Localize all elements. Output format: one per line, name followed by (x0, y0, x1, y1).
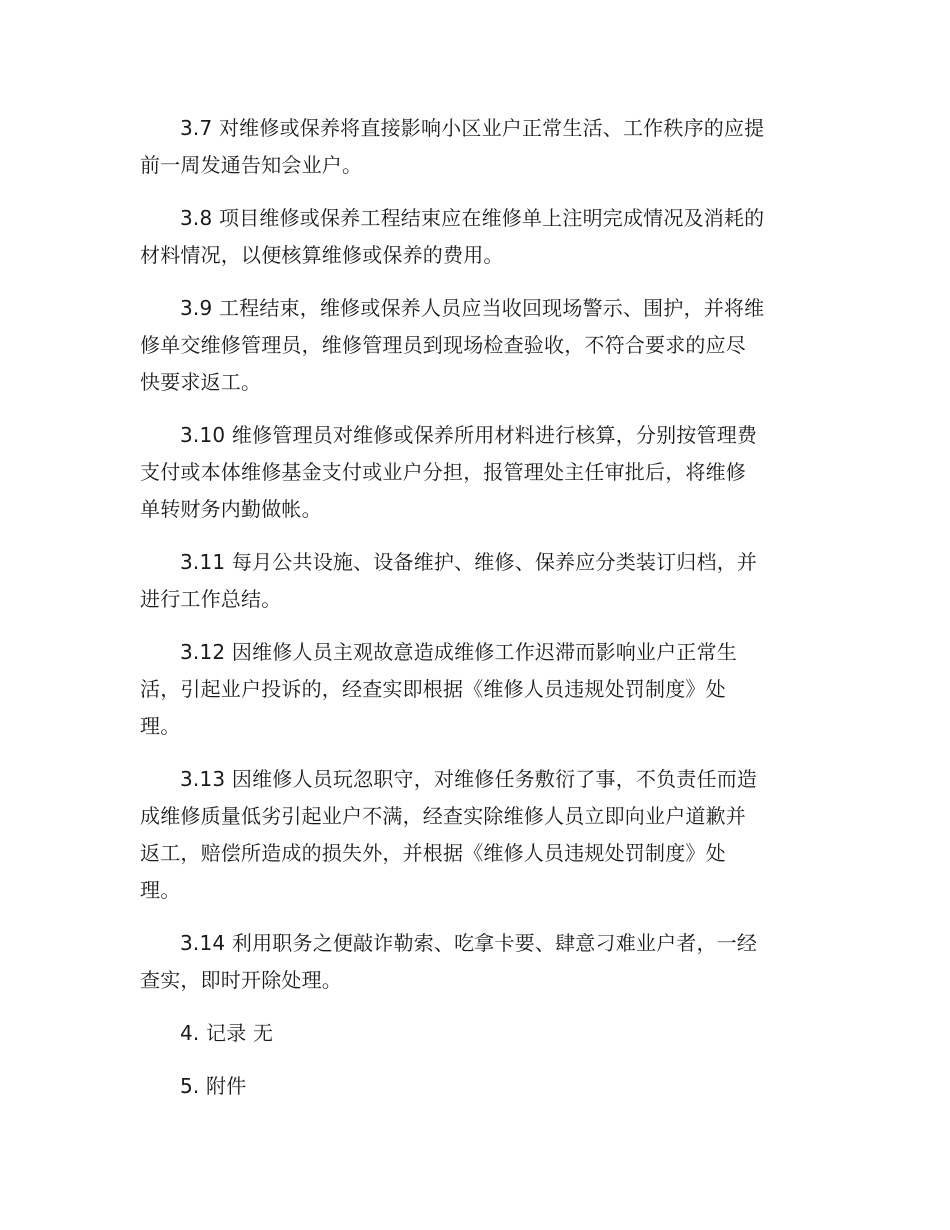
text-line: 修单交维修管理员，维修管理员到现场检查验收，不符合要求的应尽 (140, 333, 746, 357)
text-line: 理。 (140, 714, 181, 738)
paragraph-3-14 (140, 925, 812, 999)
text-line: 3.14 利用职务之便敲诈勒索、吃拿卡要、肆意刁难业户者，一经 (180, 931, 758, 955)
paragraph-3-12 (140, 634, 812, 745)
paragraph-3-7 (140, 110, 812, 184)
text-line: 返工，赔偿所造成的损失外，并根据《维修人员违规处罚制度》处 (140, 841, 726, 865)
text-line: 材料情况，以便核算维修或保养的费用。 (140, 243, 504, 267)
text-line: 进行工作总结。 (140, 587, 282, 611)
text-line: 活，引起业户投诉的，经查实即根据《维修人员违规处罚制度》处 (140, 677, 726, 701)
paragraph-3-9 (140, 290, 812, 401)
document-body (140, 110, 812, 1105)
text-line: 查实，即时开除处理。 (140, 968, 342, 992)
text-line: 成维修质量低劣引起业户不满，经查实除维修人员立即向业户道歉并 (140, 804, 746, 828)
section-heading: 5. 附件 (180, 1074, 247, 1098)
section-4-records (140, 1015, 812, 1052)
text-line: 3.11 每月公共设施、设备维护、维修、保养应分类装订归档，并 (180, 550, 758, 574)
text-line: 理。 (140, 878, 181, 902)
text-line: 3.13 因维修人员玩忽职守，对维修任务敷衍了事，不负责任而造 (180, 767, 758, 791)
text-line: 3.12 因维修人员主观故意造成维修工作迟滞而影响业户正常生 (180, 640, 737, 664)
text-line: 支付或本体维修基金支付或业户分担，报管理处主任审批后，将维修 (140, 460, 746, 484)
section-heading: 4. 记录 无 (180, 1021, 274, 1045)
text-line: 快要求返工。 (140, 370, 262, 394)
text-line: 单转财务内勤做帐。 (140, 497, 322, 521)
section-5-attachments (140, 1068, 812, 1105)
text-line: 3.9 工程结束，维修或保养人员应当收回现场警示、围护，并将维 (180, 296, 765, 320)
text-line: 3.8 项目维修或保养工程结束应在维修单上注明完成情况及消耗的 (180, 206, 765, 230)
paragraph-3-8 (140, 200, 812, 274)
text-line: 3.7 对维修或保养将直接影响小区业户正常生活、工作秩序的应提 (180, 116, 765, 140)
paragraph-3-13 (140, 761, 812, 909)
text-line: 前一周发通告知会业户。 (140, 153, 363, 177)
paragraph-3-10 (140, 417, 812, 528)
text-line: 3.10 维修管理员对维修或保养所用材料进行核算，分别按管理费 (180, 423, 758, 447)
paragraph-3-11 (140, 544, 812, 618)
